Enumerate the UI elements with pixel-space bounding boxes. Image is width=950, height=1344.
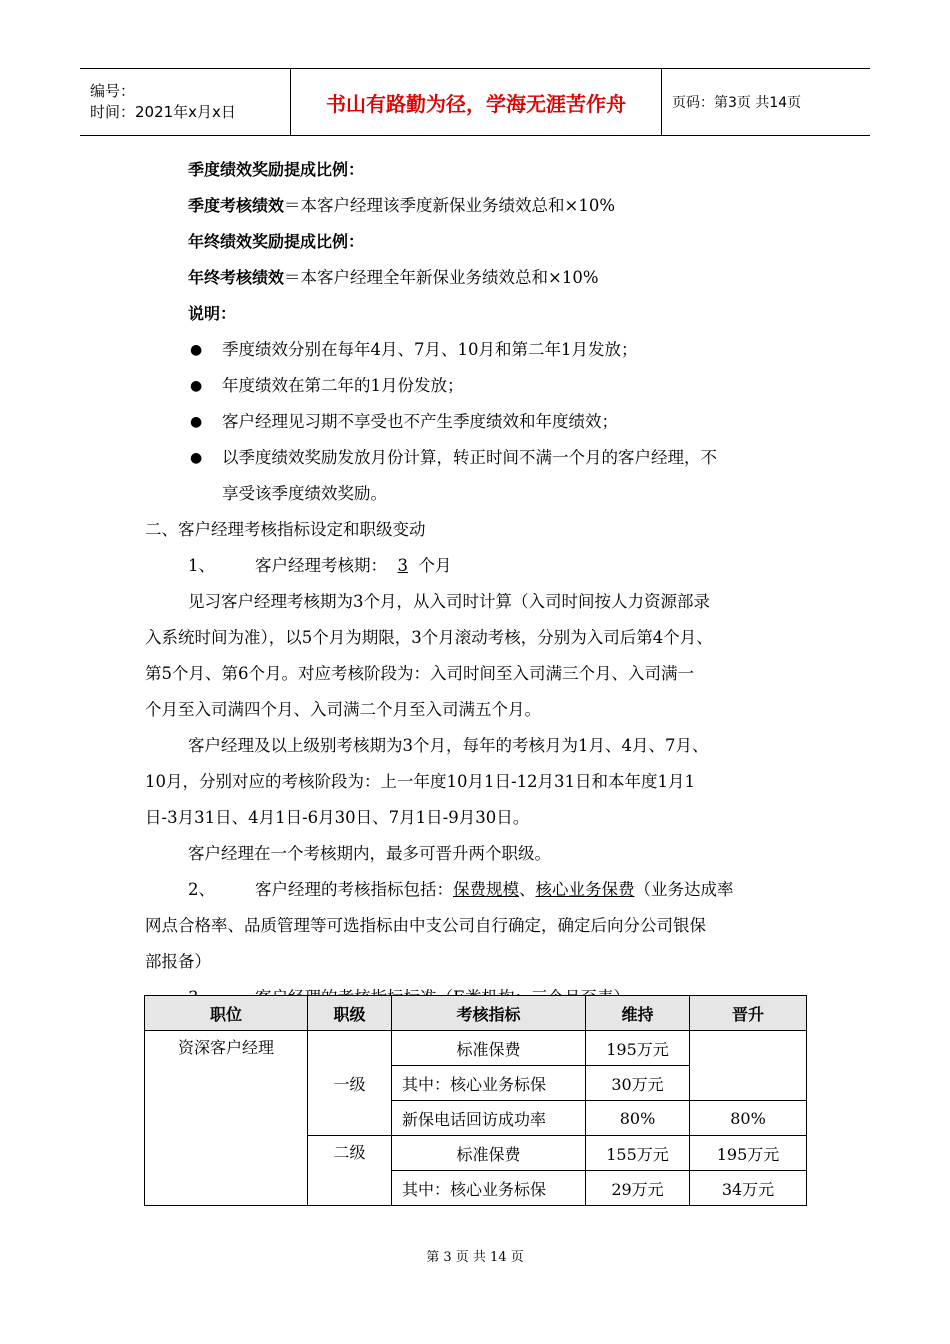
para1-line1: 见习客户经理考核期为3个月，从入司时计算（入司时间按人力资源部录 bbox=[188, 592, 710, 611]
item1-value: 3 bbox=[397, 556, 408, 575]
promote-cell bbox=[690, 1031, 807, 1101]
maintain-cell: 30万元 bbox=[586, 1066, 690, 1101]
level-cell: 二级 bbox=[308, 1136, 392, 1206]
year-formula bbox=[145, 260, 810, 296]
bullet-dot-icon: ● bbox=[190, 342, 203, 358]
header-motto: 书山有路勤为径，学海无涯苦作舟 bbox=[291, 69, 662, 136]
year-formula-term: 年终考核绩效 bbox=[188, 268, 285, 287]
maintain-cell: 155万元 bbox=[586, 1136, 690, 1171]
metric-cell: 其中：核心业务标保 bbox=[392, 1066, 586, 1101]
metric-cell: 标准保费 bbox=[392, 1136, 586, 1171]
item2-line bbox=[145, 872, 810, 908]
para2-line3: 日-3月31日、4月1日-6月30日、7月1日-9月30日。 bbox=[145, 808, 530, 827]
column-header: 维持 bbox=[586, 996, 690, 1031]
level-cell: 一级 bbox=[308, 1031, 392, 1136]
page-header bbox=[80, 68, 870, 136]
page-footer: 第 3 页 共 14 页 bbox=[426, 1250, 524, 1265]
table-header-row bbox=[145, 996, 807, 1031]
header-number-label: 编号： bbox=[90, 82, 136, 100]
header-meta bbox=[80, 69, 291, 136]
bullet-item bbox=[145, 440, 810, 476]
bullet-item bbox=[145, 404, 810, 440]
column-header: 晋升 bbox=[690, 996, 807, 1031]
bullet-text: 客户经理见习期不享受也不产生季度绩效和年度绩效； bbox=[222, 412, 618, 431]
item2-line2: 网点合格率、品质管理等可选指标由中支公司自行确定，确定后向分公司银保 bbox=[145, 916, 706, 935]
para2-line2: 10月，分别对应的考核阶段为：上一年度10月1日-12月31日和本年度1月1 bbox=[145, 772, 696, 791]
para1-line4: 个月至入司满四个月、入司满二个月至入司满五个月。 bbox=[145, 700, 541, 719]
assessment-table bbox=[144, 995, 807, 1206]
bullet-text: 年度绩效在第二年的1月份发放； bbox=[222, 376, 464, 395]
quarter-formula-text: ＝本客户经理该季度新保业务绩效总和×10% bbox=[284, 196, 616, 215]
item2-metric-scale: 保费规模 bbox=[453, 880, 519, 899]
maintain-cell: 195万元 bbox=[586, 1031, 690, 1066]
promote-cell: 195万元 bbox=[690, 1136, 807, 1171]
item1-text: 客户经理考核期： bbox=[255, 556, 387, 575]
bullet-item bbox=[145, 368, 810, 404]
metric-cell: 新保电话回访成功率 bbox=[392, 1101, 586, 1136]
para3: 客户经理在一个考核期内，最多可晋升两个职级。 bbox=[188, 844, 551, 863]
bullet-text: 以季度绩效奖励发放月份计算，转正时间不满一个月的客户经理，不 bbox=[222, 448, 717, 467]
metric-cell: 其中：核心业务标保 bbox=[392, 1171, 586, 1206]
quarter-formula-term: 季度考核绩效 bbox=[188, 196, 285, 215]
position-cell: 资深客户经理 bbox=[145, 1031, 308, 1206]
metric-cell: 标准保费 bbox=[392, 1031, 586, 1066]
item2-line3: 部报备） bbox=[145, 952, 211, 971]
header-time-label: 时间：2021年x月x日 bbox=[90, 103, 236, 121]
bullet-dot-icon: ● bbox=[190, 450, 203, 466]
item2-separator: 、 bbox=[519, 880, 536, 899]
para2-line1: 客户经理及以上级别考核期为3个月，每年的考核月为1月、4月、7月、 bbox=[188, 736, 709, 755]
item2-lead: 客户经理的考核指标包括： bbox=[255, 880, 453, 899]
column-header: 职级 bbox=[308, 996, 392, 1031]
bullet-item bbox=[145, 332, 810, 368]
maintain-cell: 80% bbox=[586, 1101, 690, 1136]
year-ratio-title: 年终绩效奖励提成比例： bbox=[188, 232, 365, 251]
bullet-text: 季度绩效分别在每年4月、7月、10月和第二年1月发放； bbox=[222, 340, 638, 359]
para1-line3: 第5个月、第6个月。对应考核阶段为：入司时间至入司满三个月、入司满一 bbox=[145, 664, 694, 683]
promote-cell: 80% bbox=[690, 1101, 807, 1136]
quarter-formula bbox=[145, 188, 810, 224]
bullet-continuation: 享受该季度绩效奖励。 bbox=[222, 484, 387, 503]
column-header: 职位 bbox=[145, 996, 308, 1031]
item2-rest: （业务达成率 bbox=[634, 880, 734, 899]
bullet-dot-icon: ● bbox=[190, 378, 203, 394]
item1-unit: 个月 bbox=[418, 556, 452, 575]
promote-cell: 34万元 bbox=[690, 1171, 807, 1206]
note-title: 说明： bbox=[188, 304, 237, 323]
document-body bbox=[145, 152, 810, 1016]
quarter-ratio-title: 季度绩效奖励提成比例： bbox=[188, 160, 365, 179]
table-row bbox=[145, 1031, 807, 1066]
para1-line2: 入系统时间为准），以5个月为期限，3个月滚动考核，分别为入司后第4个月、 bbox=[145, 628, 713, 647]
header-page-info: 页码：第3页 共14页 bbox=[662, 69, 871, 136]
item1-line bbox=[145, 548, 810, 584]
maintain-cell: 29万元 bbox=[586, 1171, 690, 1206]
item2-number: 2、 bbox=[188, 880, 215, 899]
item2-metric-core: 核心业务保费 bbox=[535, 880, 635, 899]
column-header: 考核指标 bbox=[392, 996, 586, 1031]
item1-number: 1、 bbox=[188, 556, 215, 575]
section2-title: 二、客户经理考核指标设定和职级变动 bbox=[145, 520, 426, 539]
bullet-dot-icon: ● bbox=[190, 414, 203, 430]
year-formula-text: ＝本客户经理全年新保业务绩效总和×10% bbox=[284, 268, 599, 287]
